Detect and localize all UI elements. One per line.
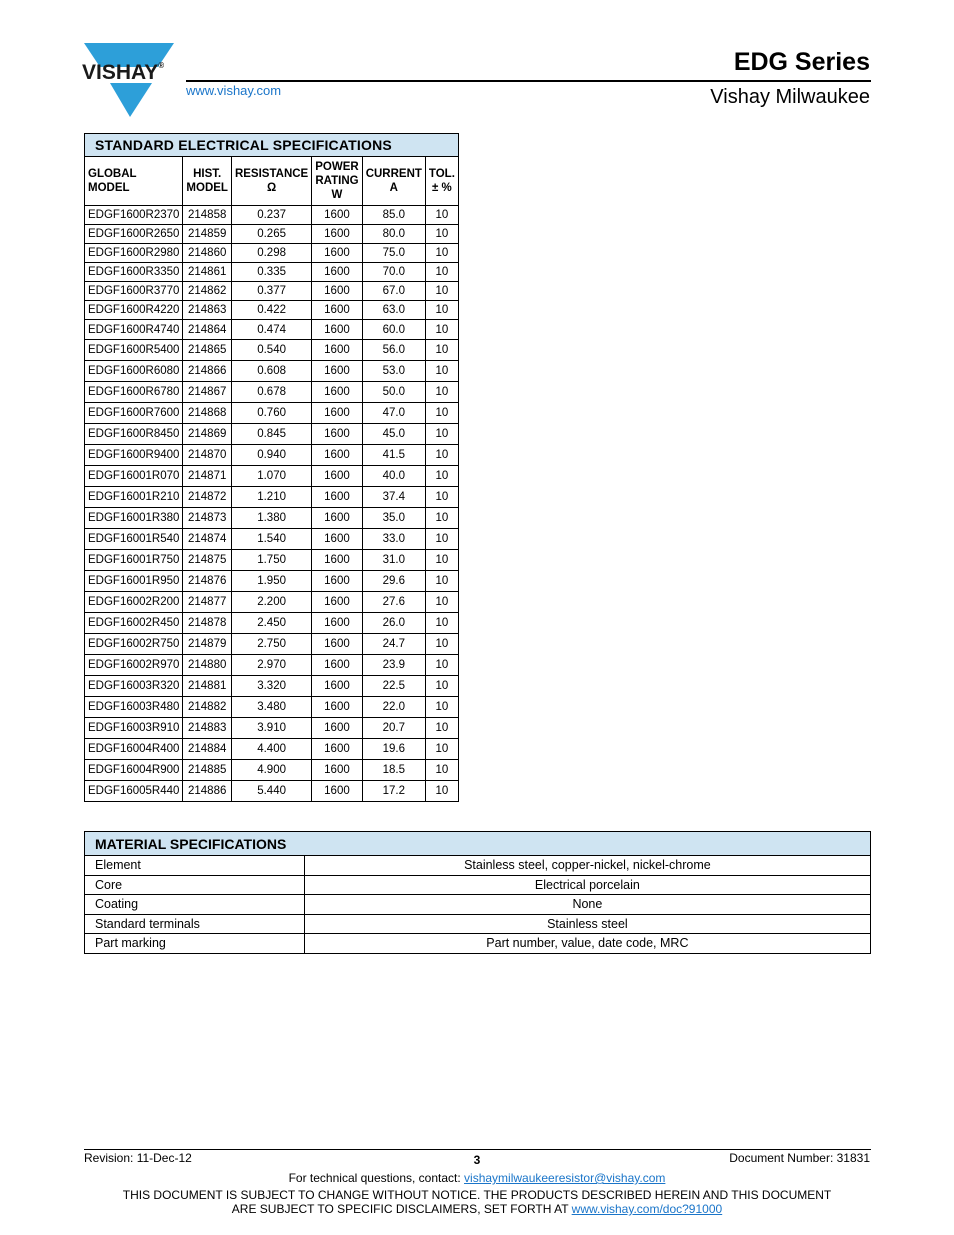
table-cell: 214871 (183, 466, 232, 487)
table-cell: 35.0 (362, 508, 425, 529)
table-cell: 10 (425, 340, 458, 361)
table-cell: 1600 (312, 361, 362, 382)
material-value: Electrical porcelain (304, 875, 870, 895)
table-cell: EDGF16004R400 (85, 739, 183, 760)
table-row (85, 244, 459, 263)
table-cell: 20.7 (362, 718, 425, 739)
table-cell: 10 (425, 739, 458, 760)
table-cell: EDGF16003R910 (85, 718, 183, 739)
table-cell: 4.900 (231, 760, 311, 781)
table-cell: 214868 (183, 403, 232, 424)
table-cell: 0.298 (231, 244, 311, 263)
table-cell: 1.070 (231, 466, 311, 487)
table-cell: 214881 (183, 676, 232, 697)
table-cell: 56.0 (362, 340, 425, 361)
table-cell: 10 (425, 361, 458, 382)
table-title: STANDARD ELECTRICAL SPECIFICATIONS (85, 134, 459, 157)
table-cell: 10 (425, 571, 458, 592)
table-cell: 10 (425, 508, 458, 529)
table-row (85, 760, 459, 781)
table-cell: EDGF16002R750 (85, 634, 183, 655)
table-row (85, 301, 459, 320)
table-cell: 2.200 (231, 592, 311, 613)
table-row (85, 206, 459, 225)
table-cell: 22.0 (362, 697, 425, 718)
material-label: Part marking (85, 934, 305, 954)
table-cell: 1600 (312, 655, 362, 676)
table-cell: 10 (425, 592, 458, 613)
table-cell: 214884 (183, 739, 232, 760)
table-cell: 40.0 (362, 466, 425, 487)
header-hist-model: HIST. MODEL (183, 157, 232, 206)
table-cell: 18.5 (362, 760, 425, 781)
table-cell: 0.540 (231, 340, 311, 361)
table-cell: EDGF16003R480 (85, 697, 183, 718)
table-cell: 214861 (183, 263, 232, 282)
document-number: Document Number: 31831 (729, 1151, 870, 1165)
table-cell: 214865 (183, 340, 232, 361)
table-cell: 214882 (183, 697, 232, 718)
table-cell: 10 (425, 382, 458, 403)
table-cell: 80.0 (362, 225, 425, 244)
table-cell: 214875 (183, 550, 232, 571)
table-cell: 27.6 (362, 592, 425, 613)
table-cell: 2.970 (231, 655, 311, 676)
table-row (85, 697, 459, 718)
table-cell: 1.380 (231, 508, 311, 529)
header-current: CURRENT A (362, 157, 425, 206)
header-tolerance: TOL. ± % (425, 157, 458, 206)
website-link[interactable]: www.vishay.com (186, 83, 282, 98)
table-cell: EDGF16001R210 (85, 487, 183, 508)
table-cell: 10 (425, 263, 458, 282)
table-cell: 3.910 (231, 718, 311, 739)
table-cell: 10 (425, 697, 458, 718)
table-cell: 10 (425, 676, 458, 697)
table-cell: EDGF1600R4220 (85, 301, 183, 320)
header-global-model: GLOBAL MODEL (85, 157, 183, 206)
table-row (85, 875, 871, 895)
table-cell: 10 (425, 225, 458, 244)
revision: Revision: 11-Dec-12 (84, 1151, 192, 1165)
table-cell: 29.6 (362, 571, 425, 592)
page-number: 3 (473, 1153, 481, 1167)
table-row (85, 934, 871, 954)
table-cell: EDGF1600R6780 (85, 382, 183, 403)
contact-email-link[interactable]: vishaymilwaukeeresistor@vishay.com (464, 1171, 666, 1185)
table-cell: 0.678 (231, 382, 311, 403)
table-row (85, 634, 459, 655)
table-cell: 10 (425, 655, 458, 676)
table-cell: 3.320 (231, 676, 311, 697)
table-cell: 214859 (183, 225, 232, 244)
table-cell: 2.450 (231, 613, 311, 634)
table-row (85, 424, 459, 445)
table-cell: EDGF1600R2650 (85, 225, 183, 244)
table-cell: 75.0 (362, 244, 425, 263)
table-row (85, 613, 459, 634)
table-cell: 10 (425, 282, 458, 301)
table-cell: 10 (425, 403, 458, 424)
table-header-row (85, 157, 459, 206)
table-cell: 17.2 (362, 781, 425, 802)
table-cell: EDGF1600R5400 (85, 340, 183, 361)
table-row (85, 914, 871, 934)
table-row (85, 856, 871, 876)
table-cell: 214858 (183, 206, 232, 225)
table-row (85, 895, 871, 915)
table-cell: 0.940 (231, 445, 311, 466)
table-cell: 10 (425, 487, 458, 508)
table-cell: 214880 (183, 655, 232, 676)
table-cell: 1600 (312, 613, 362, 634)
table-cell: 60.0 (362, 320, 425, 340)
table-cell: 214878 (183, 613, 232, 634)
table-cell: 1600 (312, 301, 362, 320)
table-cell: 1600 (312, 739, 362, 760)
table-cell: 214873 (183, 508, 232, 529)
table-row (85, 676, 459, 697)
table-cell: 24.7 (362, 634, 425, 655)
table-cell: EDGF16001R380 (85, 508, 183, 529)
table-cell: 214870 (183, 445, 232, 466)
table-row (85, 529, 459, 550)
table-cell: EDGF1600R7600 (85, 403, 183, 424)
table-cell: EDGF16005R440 (85, 781, 183, 802)
table-cell: 0.237 (231, 206, 311, 225)
table-cell: EDGF16003R320 (85, 676, 183, 697)
table-cell: 47.0 (362, 403, 425, 424)
table-cell: 41.5 (362, 445, 425, 466)
table-cell: EDGF1600R9400 (85, 445, 183, 466)
table-cell: 1600 (312, 781, 362, 802)
table-row (85, 403, 459, 424)
series-title: EDG Series (733, 48, 870, 76)
table-cell: 1600 (312, 697, 362, 718)
header-resistance: RESISTANCE Ω (231, 157, 311, 206)
table-cell: 10 (425, 424, 458, 445)
table-cell: EDGF1600R3350 (85, 263, 183, 282)
table-cell: 0.422 (231, 301, 311, 320)
table-cell: 1600 (312, 508, 362, 529)
table-row (85, 445, 459, 466)
table-row (85, 340, 459, 361)
table-row (85, 225, 459, 244)
material-label: Standard terminals (85, 914, 305, 934)
table-cell: 10 (425, 320, 458, 340)
table-cell: 1600 (312, 225, 362, 244)
table-cell: 33.0 (362, 529, 425, 550)
material-label: Core (85, 875, 305, 895)
table-cell: 1.540 (231, 529, 311, 550)
table-cell: 1600 (312, 403, 362, 424)
table-cell: 10 (425, 244, 458, 263)
table-cell: 214876 (183, 571, 232, 592)
table-cell: 214883 (183, 718, 232, 739)
table-cell: EDGF1600R3770 (85, 282, 183, 301)
table-cell: 1.950 (231, 571, 311, 592)
table-cell: 214860 (183, 244, 232, 263)
table-cell: 1600 (312, 445, 362, 466)
table-row (85, 320, 459, 340)
table-cell: 1600 (312, 550, 362, 571)
table-cell: 1600 (312, 340, 362, 361)
material-spec-table (84, 831, 871, 954)
table-cell: 10 (425, 529, 458, 550)
table-title: MATERIAL SPECIFICATIONS (85, 832, 871, 856)
table-row (85, 550, 459, 571)
disclaimer-link[interactable]: www.vishay.com/doc?91000 (571, 1202, 723, 1216)
table-cell: 0.474 (231, 320, 311, 340)
table-cell: 10 (425, 445, 458, 466)
table-cell: EDGF16001R070 (85, 466, 183, 487)
table-cell: 10 (425, 634, 458, 655)
table-cell: 70.0 (362, 263, 425, 282)
material-value: Part number, value, date code, MRC (304, 934, 870, 954)
table-row (85, 718, 459, 739)
table-row (85, 508, 459, 529)
table-cell: 31.0 (362, 550, 425, 571)
table-cell: 50.0 (362, 382, 425, 403)
table-cell: EDGF16001R950 (85, 571, 183, 592)
table-cell: EDGF16002R450 (85, 613, 183, 634)
material-label: Element (85, 856, 305, 876)
table-cell: 10 (425, 781, 458, 802)
table-cell: 1600 (312, 424, 362, 445)
material-value: None (304, 895, 870, 915)
table-row (85, 282, 459, 301)
table-cell: 1600 (312, 320, 362, 340)
table-cell: 53.0 (362, 361, 425, 382)
table-cell: 22.5 (362, 676, 425, 697)
table-cell: 1600 (312, 263, 362, 282)
table-cell: 85.0 (362, 206, 425, 225)
table-cell: 37.4 (362, 487, 425, 508)
table-cell: 1600 (312, 718, 362, 739)
table-cell: 45.0 (362, 424, 425, 445)
table-cell: 4.400 (231, 739, 311, 760)
table-cell: 10 (425, 760, 458, 781)
table-cell: 10 (425, 301, 458, 320)
table-cell: 67.0 (362, 282, 425, 301)
table-cell: EDGF1600R2370 (85, 206, 183, 225)
table-cell: EDGF1600R8450 (85, 424, 183, 445)
table-cell: 214867 (183, 382, 232, 403)
table-cell: 63.0 (362, 301, 425, 320)
table-cell: 1600 (312, 466, 362, 487)
disclaimer: THIS DOCUMENT IS SUBJECT TO CHANGE WITHOUT NOTICE. THE PRODUCTS DESCRIBED HEREIN AND THIS DOCUMENT ARE SUBJECT TO SPECIFIC DISCLAIMERS, SET FORTH AT www.vishay.com/doc?91000 (122, 1188, 832, 1216)
table-cell: 214862 (183, 282, 232, 301)
table-cell: 214879 (183, 634, 232, 655)
table-cell: 10 (425, 206, 458, 225)
table-cell: 0.377 (231, 282, 311, 301)
table-cell: 10 (425, 550, 458, 571)
table-cell: 214866 (183, 361, 232, 382)
table-cell: 0.335 (231, 263, 311, 282)
table-cell: EDGF1600R2980 (85, 244, 183, 263)
table-cell: 10 (425, 718, 458, 739)
company-name: Vishay Milwaukee (710, 86, 870, 108)
logo-text: VISHAY® (82, 61, 165, 84)
table-cell: 1600 (312, 206, 362, 225)
table-cell: 1600 (312, 571, 362, 592)
table-cell: 0.265 (231, 225, 311, 244)
table-cell: 1600 (312, 634, 362, 655)
table-cell: 1.210 (231, 487, 311, 508)
table-row (85, 382, 459, 403)
header-rule (186, 80, 871, 82)
material-label: Coating (85, 895, 305, 915)
table-cell: EDGF1600R4740 (85, 320, 183, 340)
table-cell: 1600 (312, 760, 362, 781)
table-cell: EDGF16004R900 (85, 760, 183, 781)
table-row (85, 263, 459, 282)
table-cell: 214872 (183, 487, 232, 508)
table-cell: 26.0 (362, 613, 425, 634)
table-cell: 1.750 (231, 550, 311, 571)
table-cell: 5.440 (231, 781, 311, 802)
table-cell: 23.9 (362, 655, 425, 676)
table-row (85, 361, 459, 382)
table-cell: 1600 (312, 244, 362, 263)
table-row (85, 781, 459, 802)
table-cell: EDGF16002R970 (85, 655, 183, 676)
table-cell: 3.480 (231, 697, 311, 718)
table-cell: 0.845 (231, 424, 311, 445)
material-value: Stainless steel, copper-nickel, nickel-chrome (304, 856, 870, 876)
electrical-spec-table (84, 133, 459, 802)
table-cell: 214877 (183, 592, 232, 613)
table-row (85, 655, 459, 676)
table-cell: 0.608 (231, 361, 311, 382)
table-row (85, 487, 459, 508)
table-cell: EDGF1600R6080 (85, 361, 183, 382)
table-cell: 0.760 (231, 403, 311, 424)
vishay-logo (82, 43, 178, 119)
table-cell: 214885 (183, 760, 232, 781)
table-cell: 214863 (183, 301, 232, 320)
table-cell: 10 (425, 466, 458, 487)
footer-rule (84, 1149, 871, 1150)
table-cell: 1600 (312, 487, 362, 508)
contact-line: For technical questions, contact: vishaymilwaukeeresistor@vishay.com (288, 1171, 666, 1185)
table-cell: 19.6 (362, 739, 425, 760)
table-row (85, 571, 459, 592)
table-cell: 1600 (312, 382, 362, 403)
table-cell: EDGF16001R540 (85, 529, 183, 550)
material-value: Stainless steel (304, 914, 870, 934)
table-row (85, 466, 459, 487)
header-power-rating: POWER RATING W (312, 157, 362, 206)
table-cell: 1600 (312, 282, 362, 301)
table-cell: EDGF16002R200 (85, 592, 183, 613)
table-cell: 2.750 (231, 634, 311, 655)
table-cell: 10 (425, 613, 458, 634)
table-cell: 214886 (183, 781, 232, 802)
table-row (85, 592, 459, 613)
table-cell: 1600 (312, 529, 362, 550)
table-cell: EDGF16001R750 (85, 550, 183, 571)
table-cell: 214874 (183, 529, 232, 550)
table-cell: 1600 (312, 676, 362, 697)
table-row (85, 739, 459, 760)
table-cell: 1600 (312, 592, 362, 613)
table-cell: 214864 (183, 320, 232, 340)
table-cell: 214869 (183, 424, 232, 445)
